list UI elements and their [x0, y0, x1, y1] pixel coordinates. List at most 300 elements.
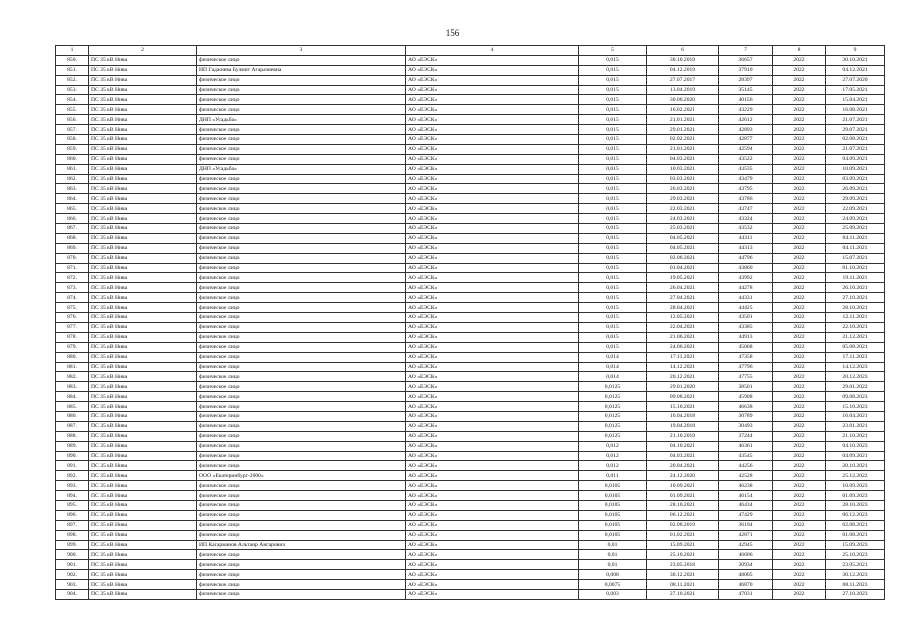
substation-cell: ПС 35 кВ Нива — [89, 164, 197, 174]
column-header: 9 — [826, 46, 885, 56]
table-row — [56, 362, 885, 372]
contract-number-cell: 43535 — [719, 164, 773, 174]
year-cell: 2022 — [773, 75, 826, 85]
grid-operator-cell: АО «ЕЭСК» — [406, 303, 579, 313]
contract-number-cell: 47755 — [719, 372, 773, 382]
capacity-cell: 0,015 — [579, 253, 647, 263]
applicant-cell: физическое лицо — [197, 441, 406, 451]
year-cell: 2022 — [773, 95, 826, 105]
grid-operator-cell: АО «ЕЭСК» — [406, 184, 579, 194]
year-cell: 2022 — [773, 164, 826, 174]
row-number-cell: 880. — [56, 352, 89, 362]
applicant-cell: физическое лицо — [197, 402, 406, 412]
contract-number-cell: 43795 — [719, 184, 773, 194]
row-number-cell: 884. — [56, 392, 89, 402]
contract-date-cell: 10.03.2021 — [647, 164, 719, 174]
grid-operator-cell: АО «ЕЭСК» — [406, 491, 579, 501]
substation-cell: ПС 35 кВ Нива — [89, 431, 197, 441]
substation-cell: ПС 35 кВ Нива — [89, 243, 197, 253]
applicant-cell: физическое лицо — [197, 550, 406, 560]
contract-number-cell: 44278 — [719, 283, 773, 293]
contract-number-cell: 46870 — [719, 580, 773, 590]
contract-date-cell: 04.03.2021 — [647, 451, 719, 461]
capacity-cell: 0,012 — [579, 451, 647, 461]
row-number-cell: 900. — [56, 550, 89, 560]
deadline-cell: 21.10.2021 — [826, 431, 885, 441]
table-row — [56, 411, 885, 421]
grid-operator-cell: АО «ЕЭСК» — [406, 589, 579, 599]
table-row — [56, 580, 885, 590]
page-number: 156 — [445, 28, 460, 38]
year-cell: 2022 — [773, 293, 826, 303]
contract-number-cell: 43860 — [719, 263, 773, 273]
row-number-cell: 883. — [56, 382, 89, 392]
capacity-cell: 0,015 — [579, 135, 647, 145]
capacity-cell: 0,008 — [579, 570, 647, 580]
applicant-cell: физическое лицо — [197, 421, 406, 431]
table-row — [56, 253, 885, 263]
grid-operator-cell: АО «ЕЭСК» — [406, 431, 579, 441]
contract-number-cell: 43324 — [719, 214, 773, 224]
table-row — [56, 174, 885, 184]
grid-operator-cell: АО «ЕЭСК» — [406, 481, 579, 491]
contract-number-cell: 30934 — [719, 560, 773, 570]
deadline-cell: 26.09.2021 — [826, 184, 885, 194]
row-number-cell: 863. — [56, 184, 89, 194]
substation-cell: ПС 35 кВ Нива — [89, 589, 197, 599]
grid-operator-cell: АО «ЕЭСК» — [406, 135, 579, 145]
deadline-cell: 25.10.2023 — [826, 550, 885, 560]
year-cell: 2022 — [773, 481, 826, 491]
grid-operator-cell: АО «ЕЭСК» — [406, 243, 579, 253]
applicant-cell: физическое лицо — [197, 283, 406, 293]
table-row — [56, 332, 885, 342]
column-header: 6 — [647, 46, 719, 56]
deadline-cell: 27.07.2020 — [826, 75, 885, 85]
contract-date-cell: 24.03.2021 — [647, 214, 719, 224]
capacity-cell: 0,0105 — [579, 491, 647, 501]
column-header: 3 — [197, 46, 406, 56]
row-number-cell: 886. — [56, 411, 89, 421]
contract-date-cell: 26.04.2021 — [647, 283, 719, 293]
grid-operator-cell: АО «ЕЭСК» — [406, 372, 579, 382]
contract-number-cell: 46434 — [719, 500, 773, 510]
deadline-cell: 04.09.2021 — [826, 451, 885, 461]
contract-number-cell: 47358 — [719, 352, 773, 362]
substation-cell: ПС 35 кВ Нива — [89, 352, 197, 362]
capacity-cell: 0,012 — [579, 441, 647, 451]
contract-date-cell: 03.03.2021 — [647, 174, 719, 184]
contract-date-cell: 13.04.2019 — [647, 85, 719, 95]
deadline-cell: 03.09.2021 — [826, 174, 885, 184]
substation-cell: ПС 35 кВ Нива — [89, 273, 197, 283]
substation-cell: ПС 35 кВ Нива — [89, 322, 197, 332]
deadline-cell: 04.11.2021 — [826, 243, 885, 253]
substation-cell: ПС 35 кВ Нива — [89, 500, 197, 510]
substation-cell: ПС 35 кВ Нива — [89, 530, 197, 540]
deadline-cell: 25.09.2021 — [826, 224, 885, 234]
applicant-cell: физическое лицо — [197, 293, 406, 303]
deadline-cell: 04.10.2023 — [826, 441, 885, 451]
contract-date-cell: 26.03.2021 — [647, 184, 719, 194]
table-row — [56, 451, 885, 461]
table-row — [56, 115, 885, 125]
row-number-cell: 885. — [56, 402, 89, 412]
deadline-cell: 10.09.2023 — [826, 481, 885, 491]
column-header: 1 — [56, 46, 89, 56]
deadline-cell: 01.09.2023 — [826, 491, 885, 501]
grid-operator-cell: АО «ЕЭСК» — [406, 273, 579, 283]
contract-number-cell: 42893 — [719, 125, 773, 135]
contract-date-cell: 14.12.2021 — [647, 362, 719, 372]
applicant-cell: физическое лицо — [197, 194, 406, 204]
applicant-cell: физическое лицо — [197, 233, 406, 243]
row-number-cell: 864. — [56, 194, 89, 204]
deadline-cell: 27.10.2021 — [826, 293, 885, 303]
grid-operator-cell: АО «ЕЭСК» — [406, 322, 579, 332]
deadline-cell: 23.05.2021 — [826, 560, 885, 570]
contract-number-cell: 48005 — [719, 570, 773, 580]
substation-cell: ПС 35 кВ Нива — [89, 55, 197, 65]
substation-cell: ПС 35 кВ Нива — [89, 253, 197, 263]
contract-number-cell: 30493 — [719, 421, 773, 431]
applicant-cell: физическое лицо — [197, 332, 406, 342]
substation-cell: ПС 35 кВ Нива — [89, 481, 197, 491]
capacity-cell: 0,0125 — [579, 392, 647, 402]
grid-operator-cell: АО «ЕЭСК» — [406, 411, 579, 421]
grid-operator-cell: АО «ЕЭСК» — [406, 500, 579, 510]
contract-date-cell: 28.10.2021 — [647, 500, 719, 510]
year-cell: 2022 — [773, 233, 826, 243]
table-row — [56, 125, 885, 135]
year-cell: 2022 — [773, 530, 826, 540]
contract-number-cell: 44331 — [719, 293, 773, 303]
contract-date-cell: 27.10.2021 — [647, 589, 719, 599]
contract-date-cell: 19.05.2021 — [647, 273, 719, 283]
table-row — [56, 75, 885, 85]
capacity-cell: 0,0075 — [579, 580, 647, 590]
table-row — [56, 293, 885, 303]
grid-operator-cell: АО «ЕЭСК» — [406, 154, 579, 164]
applicant-cell: физическое лицо — [197, 224, 406, 234]
applicant-cell: физическое лицо — [197, 491, 406, 501]
contract-number-cell: 44425 — [719, 303, 773, 313]
contract-date-cell: 04.05.2021 — [647, 233, 719, 243]
applicant-cell: ИП Гаджиева Булмит Агаразиевна — [197, 65, 406, 75]
applicant-cell: физическое лицо — [197, 214, 406, 224]
table-row — [56, 55, 885, 65]
year-cell: 2022 — [773, 362, 826, 372]
capacity-cell: 0,015 — [579, 174, 647, 184]
table-row — [56, 204, 885, 214]
row-number-cell: 876. — [56, 313, 89, 323]
applicant-cell: физическое лицо — [197, 352, 406, 362]
contract-date-cell: 01.02.2021 — [647, 530, 719, 540]
deadline-cell: 22.10.2021 — [826, 322, 885, 332]
year-cell: 2022 — [773, 421, 826, 431]
deadline-cell: 04.11.2021 — [826, 233, 885, 243]
year-cell: 2022 — [773, 382, 826, 392]
capacity-cell: 0,0105 — [579, 510, 647, 520]
grid-operator-cell: АО «ЕЭСК» — [406, 520, 579, 530]
grid-operator-cell: АО «ЕЭСК» — [406, 362, 579, 372]
applicant-cell: физическое лицо — [197, 500, 406, 510]
capacity-cell: 0,01 — [579, 560, 647, 570]
contract-number-cell: 45908 — [719, 392, 773, 402]
table-row — [56, 550, 885, 560]
table-row — [56, 154, 885, 164]
contract-number-cell: 44313 — [719, 243, 773, 253]
table-row — [56, 263, 885, 273]
column-header: 7 — [719, 46, 773, 56]
applicant-cell: физическое лицо — [197, 481, 406, 491]
capacity-cell: 0,015 — [579, 85, 647, 95]
capacity-cell: 0,015 — [579, 194, 647, 204]
deadline-cell: 17.05.2021 — [826, 85, 885, 95]
contract-number-cell: 44256 — [719, 461, 773, 471]
contract-date-cell: 04.12.2019 — [647, 65, 719, 75]
deadline-cell: 19.11.2021 — [826, 273, 885, 283]
contract-number-cell: 47429 — [719, 510, 773, 520]
substation-cell: ПС 35 кВ Нива — [89, 441, 197, 451]
year-cell: 2022 — [773, 332, 826, 342]
grid-operator-cell: АО «ЕЭСК» — [406, 580, 579, 590]
deadline-cell: 29.09.2021 — [826, 194, 885, 204]
row-number-cell: 866. — [56, 214, 89, 224]
deadline-cell: 25.12.2022 — [826, 471, 885, 481]
capacity-cell: 0,015 — [579, 293, 647, 303]
grid-operator-cell: АО «ЕЭСК» — [406, 55, 579, 65]
grid-operator-cell: АО «ЕЭСК» — [406, 105, 579, 115]
substation-cell: ПС 35 кВ Нива — [89, 194, 197, 204]
contract-date-cell: 28.04.2021 — [647, 303, 719, 313]
contract-date-cell: 25.03.2021 — [647, 224, 719, 234]
row-number-cell: 865. — [56, 204, 89, 214]
contract-date-cell: 01.09.2021 — [647, 491, 719, 501]
column-header: 5 — [579, 46, 647, 56]
table-row — [56, 461, 885, 471]
substation-cell: ПС 35 кВ Нива — [89, 580, 197, 590]
table-row — [56, 589, 885, 599]
contract-date-cell: 21.01.2021 — [647, 115, 719, 125]
capacity-cell: 0,0125 — [579, 431, 647, 441]
capacity-cell: 0,015 — [579, 75, 647, 85]
deadline-cell: 15.04.2021 — [826, 95, 885, 105]
substation-cell: ПС 35 кВ Нива — [89, 154, 197, 164]
contract-date-cell: 16.04.2018 — [647, 411, 719, 421]
year-cell: 2022 — [773, 65, 826, 75]
deadline-cell: 09.08.2023 — [826, 392, 885, 402]
contract-date-cell: 02.02.2021 — [647, 135, 719, 145]
grid-operator-cell: АО «ЕЭСК» — [406, 313, 579, 323]
contract-number-cell: 43747 — [719, 204, 773, 214]
contract-number-cell: 36194 — [719, 520, 773, 530]
table-row — [56, 214, 885, 224]
capacity-cell: 0,0105 — [579, 481, 647, 491]
year-cell: 2022 — [773, 540, 826, 550]
table-row — [56, 184, 885, 194]
substation-cell: ПС 35 кВ Нива — [89, 560, 197, 570]
row-number-cell: 854. — [56, 95, 89, 105]
contract-number-cell: 46238 — [719, 481, 773, 491]
table-row — [56, 243, 885, 253]
substation-cell: ПС 35 кВ Нива — [89, 471, 197, 481]
year-cell: 2022 — [773, 243, 826, 253]
year-cell: 2022 — [773, 184, 826, 194]
applicant-cell: ООО «Екатеринбург-2000» — [197, 471, 406, 481]
substation-cell: ПС 35 кВ Нива — [89, 303, 197, 313]
year-cell: 2022 — [773, 154, 826, 164]
capacity-cell: 0,015 — [579, 105, 647, 115]
row-number-cell: 881. — [56, 362, 89, 372]
table-row — [56, 520, 885, 530]
table-row — [56, 224, 885, 234]
year-cell: 2022 — [773, 411, 826, 421]
row-number-cell: 901. — [56, 560, 89, 570]
year-cell: 2022 — [773, 342, 826, 352]
contract-date-cell: 10.09.2021 — [647, 481, 719, 491]
grid-operator-cell: АО «ЕЭСК» — [406, 332, 579, 342]
substation-cell: ПС 35 кВ Нива — [89, 233, 197, 243]
deadline-cell: 01.08.2021 — [826, 530, 885, 540]
grid-operator-cell: АО «ЕЭСК» — [406, 421, 579, 431]
row-number-cell: 861. — [56, 164, 89, 174]
deadline-cell: 16.08.2021 — [826, 105, 885, 115]
capacity-cell: 0,015 — [579, 283, 647, 293]
contract-number-cell: 43229 — [719, 105, 773, 115]
contract-number-cell: 42877 — [719, 135, 773, 145]
applicant-cell: физическое лицо — [197, 85, 406, 95]
contract-number-cell: 42945 — [719, 540, 773, 550]
grid-operator-cell: АО «ЕЭСК» — [406, 392, 579, 402]
deadline-cell: 17.11.2023 — [826, 352, 885, 362]
grid-operator-cell: АО «ЕЭСК» — [406, 540, 579, 550]
deadline-cell: 04.12.2021 — [826, 65, 885, 75]
year-cell: 2022 — [773, 273, 826, 283]
row-number-cell: 897. — [56, 520, 89, 530]
table-row — [56, 313, 885, 323]
row-number-cell: 871. — [56, 263, 89, 273]
table-row — [56, 194, 885, 204]
row-number-cell: 862. — [56, 174, 89, 184]
deadline-cell: 15.10.2023 — [826, 402, 885, 412]
applicant-cell: физическое лицо — [197, 154, 406, 164]
capacity-cell: 0,012 — [579, 461, 647, 471]
substation-cell: ПС 35 кВ Нива — [89, 144, 197, 154]
contract-number-cell: 43545 — [719, 451, 773, 461]
year-cell: 2022 — [773, 194, 826, 204]
substation-cell: ПС 35 кВ Нива — [89, 461, 197, 471]
substation-cell: ПС 35 кВ Нива — [89, 411, 197, 421]
grid-operator-cell: АО «ЕЭСК» — [406, 164, 579, 174]
deadline-cell: 01.10.2021 — [826, 263, 885, 273]
substation-cell: ПС 35 кВ Нива — [89, 392, 197, 402]
grid-operator-cell: АО «ЕЭСК» — [406, 75, 579, 85]
capacity-cell: 0,015 — [579, 233, 647, 243]
row-number-cell: 887. — [56, 421, 89, 431]
applicant-cell: ДНП «Усадьба» — [197, 164, 406, 174]
year-cell: 2022 — [773, 589, 826, 599]
table-row — [56, 303, 885, 313]
capacity-cell: 0,015 — [579, 313, 647, 323]
substation-cell: ПС 35 кВ Нива — [89, 362, 197, 372]
substation-cell: ПС 35 кВ Нива — [89, 135, 197, 145]
applicant-cell: физическое лицо — [197, 362, 406, 372]
contract-date-cell: 24.06.2021 — [647, 342, 719, 352]
year-cell: 2022 — [773, 451, 826, 461]
deadline-cell: 15.09.2023 — [826, 540, 885, 550]
row-number-cell: 879. — [56, 342, 89, 352]
contract-date-cell: 21.06.2021 — [647, 332, 719, 342]
deadline-cell: 30.12.2023 — [826, 570, 885, 580]
row-number-cell: 895. — [56, 500, 89, 510]
capacity-cell: 0,015 — [579, 243, 647, 253]
table-row — [56, 105, 885, 115]
deadline-cell: 29.01.2022 — [826, 382, 885, 392]
row-number-cell: 890. — [56, 451, 89, 461]
table-row — [56, 322, 885, 332]
table-row — [56, 273, 885, 283]
applicant-cell: физическое лицо — [197, 204, 406, 214]
contract-date-cell: 21.10.2019 — [647, 431, 719, 441]
deadline-cell: 28.10.2023 — [826, 500, 885, 510]
deadline-cell: 20.12.2023 — [826, 372, 885, 382]
applicant-cell: физическое лицо — [197, 411, 406, 421]
column-header: 8 — [773, 46, 826, 56]
applicant-cell: физическое лицо — [197, 382, 406, 392]
capacity-cell: 0,015 — [579, 125, 647, 135]
contract-date-cell: 17.11.2021 — [647, 352, 719, 362]
contract-date-cell: 29.01.2021 — [647, 125, 719, 135]
grid-operator-cell: АО «ЕЭСК» — [406, 233, 579, 243]
deadline-cell: 23.01.2021 — [826, 421, 885, 431]
year-cell: 2022 — [773, 55, 826, 65]
capacity-cell: 0,01 — [579, 540, 647, 550]
capacity-cell: 0,0105 — [579, 500, 647, 510]
contract-date-cell: 08.11.2021 — [647, 580, 719, 590]
year-cell: 2022 — [773, 510, 826, 520]
row-number-cell: 855. — [56, 105, 89, 115]
applicant-cell: физическое лицо — [197, 570, 406, 580]
contract-number-cell: 44913 — [719, 332, 773, 342]
year-cell: 2022 — [773, 105, 826, 115]
capacity-cell: 0,015 — [579, 184, 647, 194]
grid-operator-cell: АО «ЕЭСК» — [406, 550, 579, 560]
applicant-cell: физическое лицо — [197, 125, 406, 135]
capacity-cell: 0,003 — [579, 589, 647, 599]
substation-cell: ПС 35 кВ Нива — [89, 313, 197, 323]
row-number-cell: 888. — [56, 431, 89, 441]
deadline-cell: 20.10.2021 — [826, 461, 885, 471]
contract-date-cell: 27.07.2017 — [647, 75, 719, 85]
substation-cell: ПС 35 кВ Нива — [89, 263, 197, 273]
grid-operator-cell: АО «ЕЭСК» — [406, 402, 579, 412]
table-row — [56, 392, 885, 402]
row-number-cell: 852. — [56, 75, 89, 85]
applicant-cell: физическое лицо — [197, 461, 406, 471]
substation-cell: ПС 35 кВ Нива — [89, 85, 197, 95]
table-row — [56, 372, 885, 382]
contract-date-cell: 01.04.2021 — [647, 263, 719, 273]
registry-table — [55, 45, 885, 600]
grid-operator-cell: АО «ЕЭСК» — [406, 95, 579, 105]
column-header: 4 — [406, 46, 579, 56]
table-row — [56, 530, 885, 540]
year-cell: 2022 — [773, 352, 826, 362]
capacity-cell: 0,0125 — [579, 382, 647, 392]
contract-date-cell: 24.12.2020 — [647, 471, 719, 481]
capacity-cell: 0,015 — [579, 55, 647, 65]
